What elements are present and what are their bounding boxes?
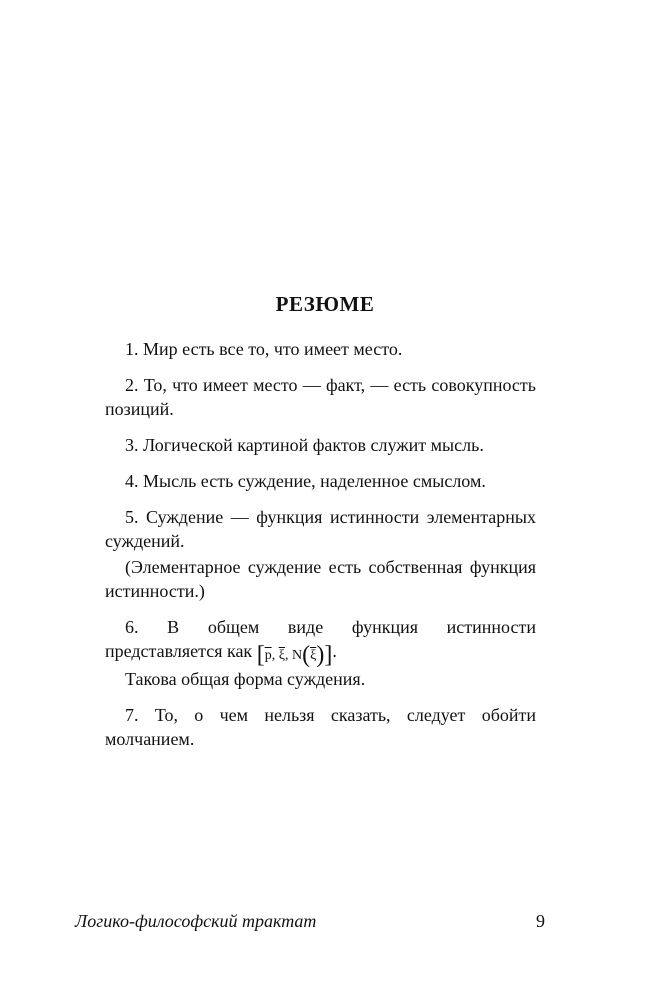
formula-xi-bar: $\overline{\xi}$ [278, 648, 285, 663]
item-2-text: 2. То, что имеет место — факт, — есть совокупность позиций. [105, 375, 536, 419]
page-number: 9 [536, 911, 545, 931]
formula-n: N [291, 648, 303, 663]
item-6-period: . [332, 641, 337, 661]
formula-bracket-close: ] [324, 642, 333, 668]
summary-item-3 [105, 433, 536, 457]
formula-comma-2: , [284, 648, 289, 663]
item-6-note: Такова общая форма суждения. [125, 669, 366, 689]
summary-item-1 [105, 337, 536, 361]
section-heading: РЕЗЮМЕ [275, 292, 375, 316]
item-4-text: 4. Мысль есть суждение, наделенное смыслом. [125, 471, 486, 491]
formula-paren-open: ( [302, 642, 311, 668]
summary-item-7 [105, 703, 536, 751]
summary-item-2 [105, 373, 536, 421]
general-form-formula [256, 642, 333, 668]
item-5-note: (Элементарное суждение есть собственная функция истинности.) [105, 557, 536, 601]
item-6-paragraph [105, 615, 536, 668]
item-6-text: 6. В общем виде функция истинности представляется как [105, 617, 536, 661]
item-7-text: 7. То, о чем нельзя сказать, следует обойти молчанием. [105, 705, 536, 749]
summary-item-4 [105, 469, 536, 493]
formula-bracket-open: [ [256, 642, 265, 668]
item-5-text: 5. Суждение — функция истинности элементарных суждений. [105, 507, 536, 551]
summary-item-6 [105, 615, 536, 691]
summary-body [105, 337, 536, 763]
formula-paren-close: ) [316, 642, 325, 668]
summary-item-5 [105, 505, 536, 603]
formula-comma-1: , [271, 648, 276, 663]
formula-p-bar: $\overline{p}$ [264, 648, 272, 663]
item-3-text: 3. Логической картиной фактов служит мысль. [125, 435, 484, 455]
formula-xi-inner-bar: $\overline{\xi}$ [310, 648, 317, 663]
running-title: Логико-философский трактат [75, 911, 317, 931]
item-1-text: 1. Мир есть все то, что имеет место. [125, 339, 403, 359]
